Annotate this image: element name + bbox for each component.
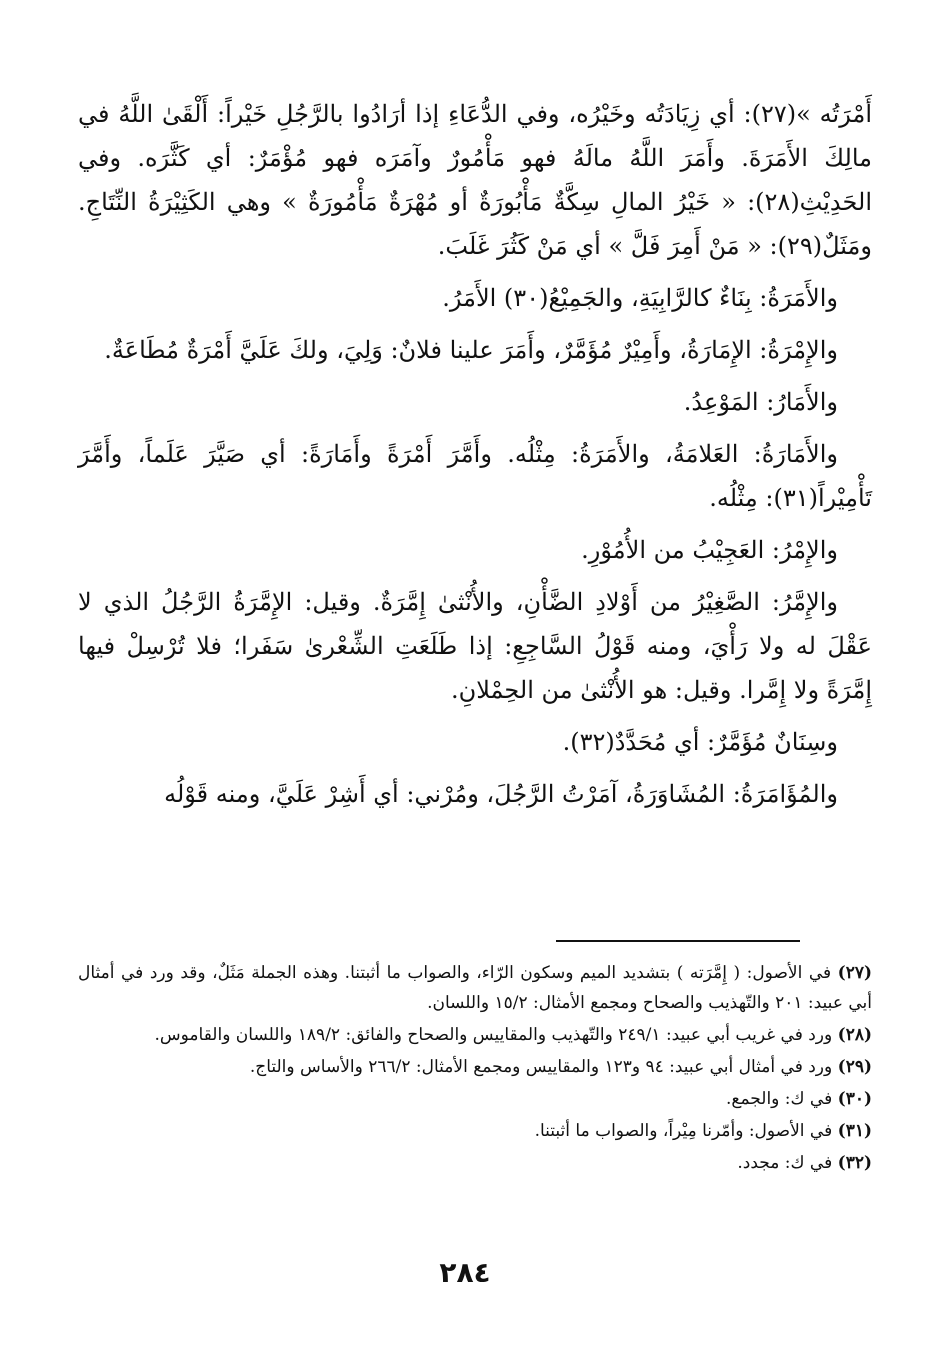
footnote-number: (٣٠) bbox=[837, 1089, 872, 1109]
paragraph-5: والأَمَارَةُ: العَلامَةُ، والأَمَرَةُ: مِثْلُه. وأَمَّرَ أَمْرَةً وأَمَارَةً: أي صَيَّرَ عَلَماً، وأَمَّرَ تَأْمِيْراً(٣١): مِثْلُه. bbox=[78, 440, 872, 512]
page-number: ٢٨٤ bbox=[439, 1256, 491, 1289]
footnote-29 bbox=[78, 1052, 872, 1082]
footnote-separator bbox=[556, 940, 800, 942]
paragraph-2: والأَمَرَةُ: بِنَاءٌ كالرَّابِيَةِ، والجَمِيْعُ(٣٠) الأَمَرُ. bbox=[442, 284, 838, 312]
footnote-31 bbox=[78, 1116, 872, 1146]
footnote-number: (٣١) bbox=[837, 1121, 872, 1141]
footnote-30 bbox=[78, 1084, 872, 1114]
footnote-number: (٢٧) bbox=[837, 963, 872, 983]
footnote-text: في الأصول: وأمّرنا مِيْراً، والصواب ما أثبتنا. bbox=[534, 1121, 833, 1141]
paragraph-3: والإِمْرَةُ: الإِمَارَةُ، وأَمِيْرٌ مُؤَمَّرٌ، وأَمَرَ علينا فلانٌ: وَلِيَ، ولكَ عَلَيَّ أَمْرَةٌ مُطَاعَةٌ. bbox=[104, 336, 838, 364]
paragraph-8: وسِنَانٌ مُؤَمَّرٌ: أي مُحَدَّدٌ(٣٢). bbox=[562, 728, 838, 756]
footnote-number: (٣٢) bbox=[837, 1153, 872, 1173]
paragraph-4: والأَمَارُ: المَوْعِدُ. bbox=[683, 388, 838, 416]
footnote-text: ورد في أمثال أبي عبيد: ٩٤ و١٢٣ والمقاييس ومجمع الأمثال: ٢٦٦/٢ والأساس والتاج. bbox=[249, 1057, 833, 1077]
footnote-28 bbox=[78, 1020, 872, 1050]
footnote-32 bbox=[78, 1148, 872, 1178]
footnote-text: في ك: مجدد. bbox=[737, 1153, 833, 1173]
paragraph-6: والإِمْرُ: العَجِيْبُ من الأُمُوْرِ. bbox=[581, 536, 838, 564]
paragraph-1: أَمْرَتُه »(٢٧): أي زِيَادَتُه وخَيْرُه، وفي الدُّعَاءِ إذا أرَادُوا بالرَّجُلِ خَيْراً: أَلْقَىٰ اللَّهُ في مالِكَ الأَمَرَةَ. وأَمَرَ اللَّهُ مالَهُ فهو مَأْمُورٌ وآمَرَه فهو مُؤْمَرٌ: أي كَثَّرَه. وفي الحَدِيْثِ(٢٨): « خَيْرُ المالِ سِكَّةٌ مَأْبُورَةٌ أو مُهْرَةٌ مَأْمُورَةٌ » وهي الكَثِيْرَةُ النِّتَاجِ. ومَثَلٌ(٢٩): « مَنْ أَمِرَ فَلَّ » أي مَنْ كَثُرَ غَلَبَ. bbox=[78, 100, 872, 260]
footnote-text: ورد في غريب أبي عبيد: ٢٤٩/١ والتّهذيب والمقاييس والصحاح والفائق: ١٨٩/٢ واللسان والقاموس. bbox=[154, 1025, 833, 1045]
footnote-text: في ك: والجمع. bbox=[726, 1089, 833, 1109]
footnotes bbox=[78, 958, 872, 1180]
footnote-number: (٢٨) bbox=[837, 1025, 872, 1045]
footnote-number: (٢٩) bbox=[837, 1057, 872, 1077]
footnote-27 bbox=[78, 958, 872, 1018]
paragraph-9: والمُؤَامَرَةُ: المُشَاوَرَةُ، آمَرْتُ الرَّجُلَ، ومُرْني: أي أَشِرْ عَلَيَّ، ومنه قَوْلُه bbox=[164, 780, 838, 808]
main-text bbox=[78, 92, 872, 824]
footnote-text: في الأصول: ( إِمَّرَته ) بتشديد الميم وسكون الرّاء، والصواب ما أثبتنا. وهذه الجملة مَثَلٌ، وقد ورد في أمثال أبي عبيد: ٢٠١ والتّهذيب والصحاح ومجمع الأمثال: ١٥/٢ واللسان. bbox=[78, 963, 872, 1013]
paragraph-7: والإِمَّرُ: الصَّغِيْرُ من أَوْلادِ الضَّأْنِ، والأُنْثىٰ إِمَّرَةٌ. وقيل: الإِمَّرَةُ الرَّجُلُ الذي لا عَقْلَ له ولا رَأْيَ، ومنه قَوْلُ السَّاجِعِ: إذا طَلَعَتِ الشِّعْرىٰ سَفَرا؛ فلا تُرْسِلْ فيها إِمَّرَةً ولا إِمَّرا. وقيل: هو الأُنْثىٰ من الحِمْلانِ. bbox=[78, 588, 872, 704]
